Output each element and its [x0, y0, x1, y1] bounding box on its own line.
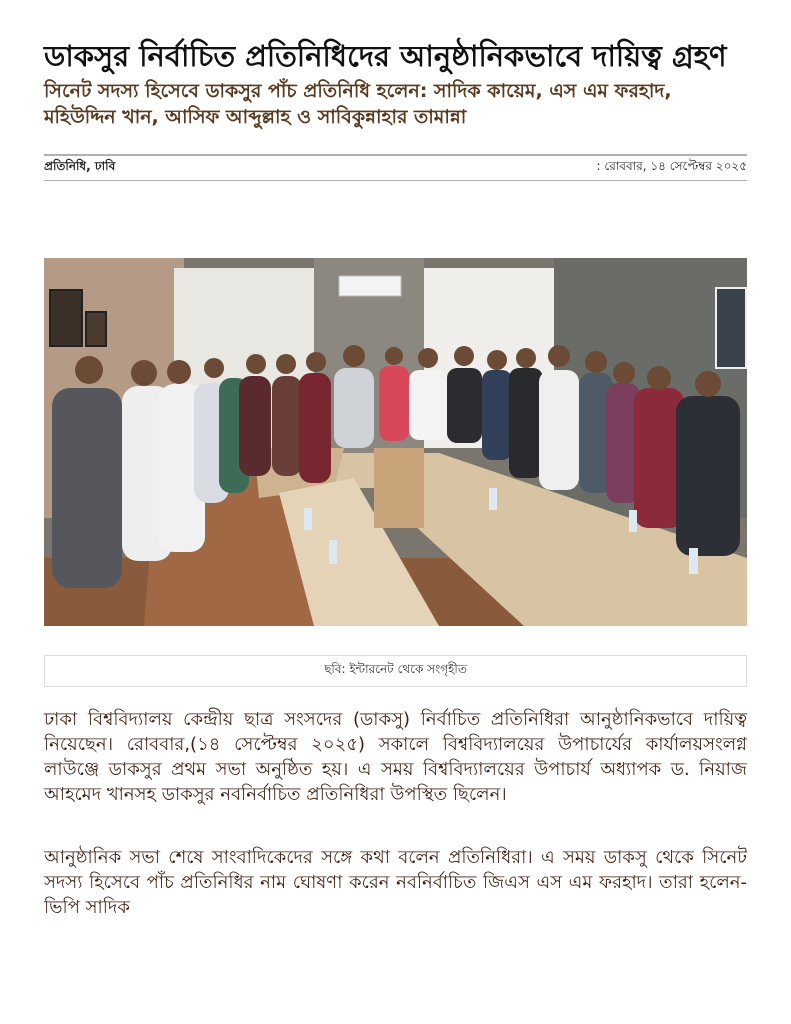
author[interactable]: প্রতিনিধি, ঢাবি — [44, 159, 116, 173]
byline-bar — [44, 154, 747, 181]
photo-caption — [44, 655, 747, 687]
paragraph: আনুষ্ঠানিক সভা শেষে সাংবাদিকেদের সঙ্গে কথা বলেন প্রতিনিধিরা। এ সময় ডাকসু থেকে সিনেট সদস্য হিসেবে পাঁচ প্রতিনিধির নাম ঘোষণা করেন নবনির্বাচিত জিএস এস এম ফরহাদ। তারা হলেন- ভিপি সাদিক — [44, 847, 747, 918]
photo-caption-text: ছবি: ইন্টারনেট থেকে সংগৃহীত — [324, 662, 467, 676]
subheadline: সিনেট সদস্য হিসেবে ডাকসুর পাঁচ প্রতিনিধি হলেন: সাদিক কায়েম, এস এম ফরহাদ, মহিউদ্দিন খান, আসিফ আব্দুল্লাহ ও সাবিকুন্নাহার তামান্না — [44, 80, 672, 128]
headline: ডাকসুর নির্বাচিত প্রতিনিধিদের আনুষ্ঠানিকভাবে দায়িত্ব গ্রহণ — [44, 39, 727, 73]
publish-date: : রোববার, ১৪ সেপ্টেম্বর ২০২৫ — [596, 159, 747, 173]
paragraph: ঢাকা বিশ্ববিদ্যালয় কেন্দ্রীয় ছাত্র সংসদের (ডাকসু) নির্বাচিত প্রতিনিধিরা আনুষ্ঠানিকভাবে দায়িত্ব নিয়েছেন। রোববার,(১৪ সেপ্টেম্বর ২০২৫) সকালে বিশ্ববিদ্যালয়ের উপাচার্যের কার্যালয়সংলগ্ন লাউঞ্জে ডাকসুর প্রথম সভা অনুষ্ঠিত হয়। এ সময় বিশ্ববিদ্যালয়ের উপাচার্য অধ্যাপক ড. নিয়াজ আহমেদ খানসহ ডাকসুর নবনির্বাচিত প্রতিনিধিরা উপস্থিত ছিলেন। — [44, 709, 747, 805]
article-header — [44, 40, 747, 181]
article-photo[interactable] — [44, 258, 747, 626]
photo-illustration — [44, 258, 747, 626]
article-body — [44, 707, 747, 958]
